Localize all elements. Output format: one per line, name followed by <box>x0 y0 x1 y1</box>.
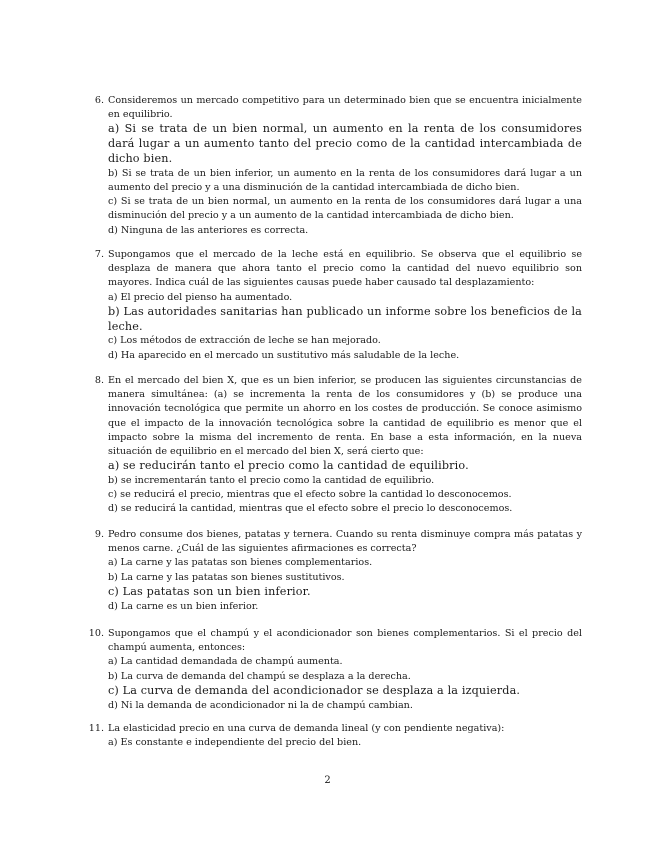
question-number: 11. <box>88 723 104 734</box>
option-c: c) Si se trata de un bien normal, un aumento en la renta de los consumidores dará lugar a una disminución del precio y a un aumento de la cantidad intercambiada de dicho bien. <box>108 196 582 222</box>
option-d: d) Ninguna de las anteriores es correcta. <box>108 224 309 236</box>
option-b: b) Si se trata de un bien inferior, un aumento en la renta de los consumidores dará lugar a un aumento del precio y a una disminución de la cantidad intercambiada de dicho bien. <box>108 167 582 193</box>
question-stem: En el mercado del bien X, que es un bien inferior, se producen las siguientes circunstancias de manera simultánea: (a) se incrementa la renta de los consumidores y (b) se produce una innovación tecnológica que permite un ahorro en los costes de producción. Se conoce asimismo que el impacto de la innovación tecnológica sobre la cantidad de equilibrio es menor que el impacto sobre la misma del incremento de renta. En base a esta información, en la nueva situación de equilibrio en el mercado del bien X, será cierto que: <box>108 375 582 458</box>
question-10 <box>84 627 582 713</box>
question-7 <box>84 248 582 363</box>
question-number: 6. <box>94 95 104 106</box>
question-stem: Pedro consume dos bienes, patatas y ternera. Cuando su renta disminuye compra más patatas y menos carne. ¿Cuál de las siguientes afirmaciones es correcta? <box>108 529 582 555</box>
question-number: 8. <box>94 375 104 386</box>
option-c: c) Las patatas son un bien inferior. <box>108 584 311 598</box>
question-stem: Consideremos un mercado competitivo para un determinado bien que se encuentra inicialmente en equilibrio. <box>108 95 582 121</box>
option-d: d) se reducirá la cantidad, mientras que el efecto sobre el precio lo desconocemos. <box>108 503 513 515</box>
option-b: b) La carne y las patatas son bienes sustitutivos. <box>108 571 345 583</box>
page-number: 2 <box>324 775 331 786</box>
option-d: d) Ha aparecido en el mercado un sustitutivo más saludable de la leche. <box>108 349 460 361</box>
option-a: a) La cantidad demandada de champú aumenta. <box>108 656 343 668</box>
option-a: a) Si se trata de un bien normal, un aumento en la renta de los consumidores dará lugar a un aumento tanto del precio como de la cantidad intercambiada de dicho bien. <box>108 122 582 165</box>
question-8 <box>84 374 582 517</box>
question-11 <box>84 722 582 750</box>
question-number: 7. <box>94 249 104 260</box>
option-b: b) Las autoridades sanitarias han publicado un informe sobre los beneficios de la leche. <box>108 304 582 333</box>
question-number: 9. <box>94 529 104 540</box>
option-c: c) La curva de demanda del acondicionador se desplaza a la izquierda. <box>108 683 521 697</box>
option-b: b) La curva de demanda del champú se desplaza a la derecha. <box>108 670 411 682</box>
question-stem: La elasticidad precio en una curva de demanda lineal (y con pendiente negativa): <box>108 723 505 734</box>
question-9 <box>84 528 582 614</box>
question-number: 10. <box>88 628 104 639</box>
question-6 <box>84 94 582 238</box>
option-d: d) La carne es un bien inferior. <box>108 600 259 612</box>
question-stem: Supongamos que el mercado de la leche está en equilibrio. Se observa que el equilibrio se desplaza de manera que ahora tanto el precio como la cantidad del nuevo equilibrio son mayores. Indica cuál de las siguientes causas puede haber causado tal desplazamiento: <box>108 249 582 289</box>
option-a: a) La carne y las patatas son bienes complementarios. <box>108 557 373 569</box>
option-d: d) Ni la demanda de acondicionador ni la de champú cambian. <box>108 699 413 711</box>
option-a: a) se reducirán tanto el precio como la cantidad de equilibrio. <box>108 459 469 473</box>
option-a: a) Es constante e independiente del precio del bien. <box>108 737 362 749</box>
option-c: c) Los métodos de extracción de leche se han mejorado. <box>108 335 381 347</box>
question-stem: Supongamos que el champú y el acondicionador son bienes complementarios. Si el precio del champú aumenta, entonces: <box>108 628 582 654</box>
option-b: b) se incrementarán tanto el precio como la cantidad de equilibrio. <box>108 475 435 487</box>
option-a: a) El precio del pienso ha aumentado. <box>108 291 293 303</box>
option-c: c) se reducirá el precio, mientras que el efecto sobre la cantidad lo desconocemos. <box>108 489 512 501</box>
